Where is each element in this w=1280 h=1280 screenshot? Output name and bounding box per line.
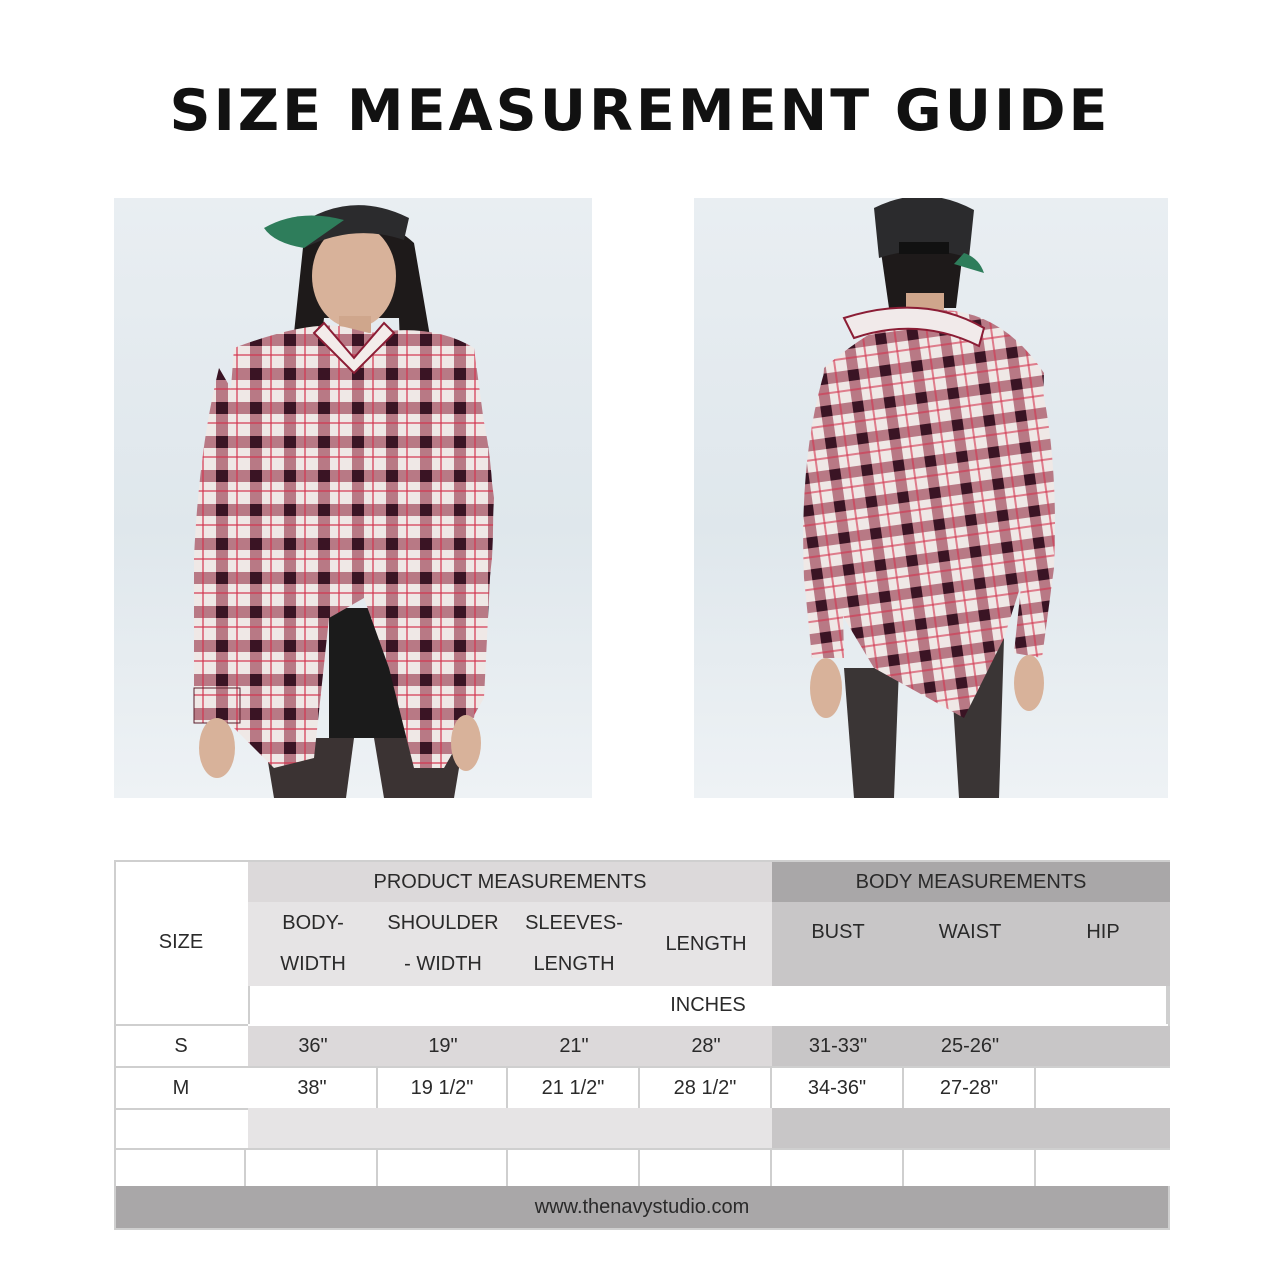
front-model-photo bbox=[114, 198, 592, 798]
empty-cell bbox=[904, 1150, 1036, 1186]
size-s-label: S bbox=[116, 1026, 246, 1066]
m-bust: 34-36" bbox=[772, 1068, 904, 1108]
s-length: 28" bbox=[640, 1026, 772, 1066]
m-waist: 27-28" bbox=[904, 1068, 1036, 1108]
hip-header: HIP bbox=[1036, 902, 1170, 986]
empty-size-cell bbox=[116, 1110, 246, 1148]
s-shoulder-width: 19" bbox=[378, 1026, 508, 1066]
empty-product-row bbox=[248, 1108, 772, 1148]
m-body-width: 38" bbox=[248, 1068, 378, 1108]
empty-cell bbox=[508, 1150, 640, 1186]
empty-cell bbox=[640, 1150, 772, 1186]
s-hip bbox=[1036, 1026, 1170, 1066]
size-table bbox=[114, 860, 1170, 1230]
empty-cell bbox=[378, 1150, 508, 1186]
s-waist: 25-26" bbox=[904, 1026, 1036, 1066]
m-sleeves-length: 21 1/2" bbox=[508, 1068, 640, 1108]
m-hip bbox=[1036, 1068, 1170, 1108]
size-column-header: SIZE bbox=[116, 862, 246, 1022]
empty-cell bbox=[1036, 1150, 1170, 1186]
product-measurements-header: PRODUCT MEASUREMENTS bbox=[248, 862, 772, 902]
shoulder-width-header: SHOULDER - WIDTH bbox=[378, 902, 508, 986]
s-sleeves-length: 21" bbox=[508, 1026, 640, 1066]
length-header: LENGTH bbox=[640, 902, 772, 986]
back-model-photo bbox=[694, 198, 1168, 798]
website-footer: www.thenavystudio.com bbox=[116, 1186, 1168, 1228]
m-length: 28 1/2" bbox=[640, 1068, 772, 1108]
empty-size-cell bbox=[116, 1150, 246, 1186]
empty-cell bbox=[248, 1150, 378, 1186]
sleeves-length-header: SLEEVES- LENGTH bbox=[508, 902, 640, 986]
body-width-header: BODY- WIDTH bbox=[248, 902, 378, 986]
empty-cell bbox=[772, 1150, 904, 1186]
waist-header: WAIST bbox=[904, 902, 1036, 986]
s-bust: 31-33" bbox=[772, 1026, 904, 1066]
unit-label: INCHES bbox=[248, 986, 1168, 1024]
size-m-label: M bbox=[116, 1068, 246, 1108]
bust-header: BUST bbox=[772, 902, 904, 986]
m-shoulder-width: 19 1/2" bbox=[378, 1068, 508, 1108]
page-title: SIZE MEASUREMENT GUIDE bbox=[169, 78, 1111, 144]
s-body-width: 36" bbox=[248, 1026, 378, 1066]
body-measurements-header: BODY MEASUREMENTS bbox=[772, 862, 1170, 902]
empty-body-row bbox=[772, 1108, 1170, 1148]
